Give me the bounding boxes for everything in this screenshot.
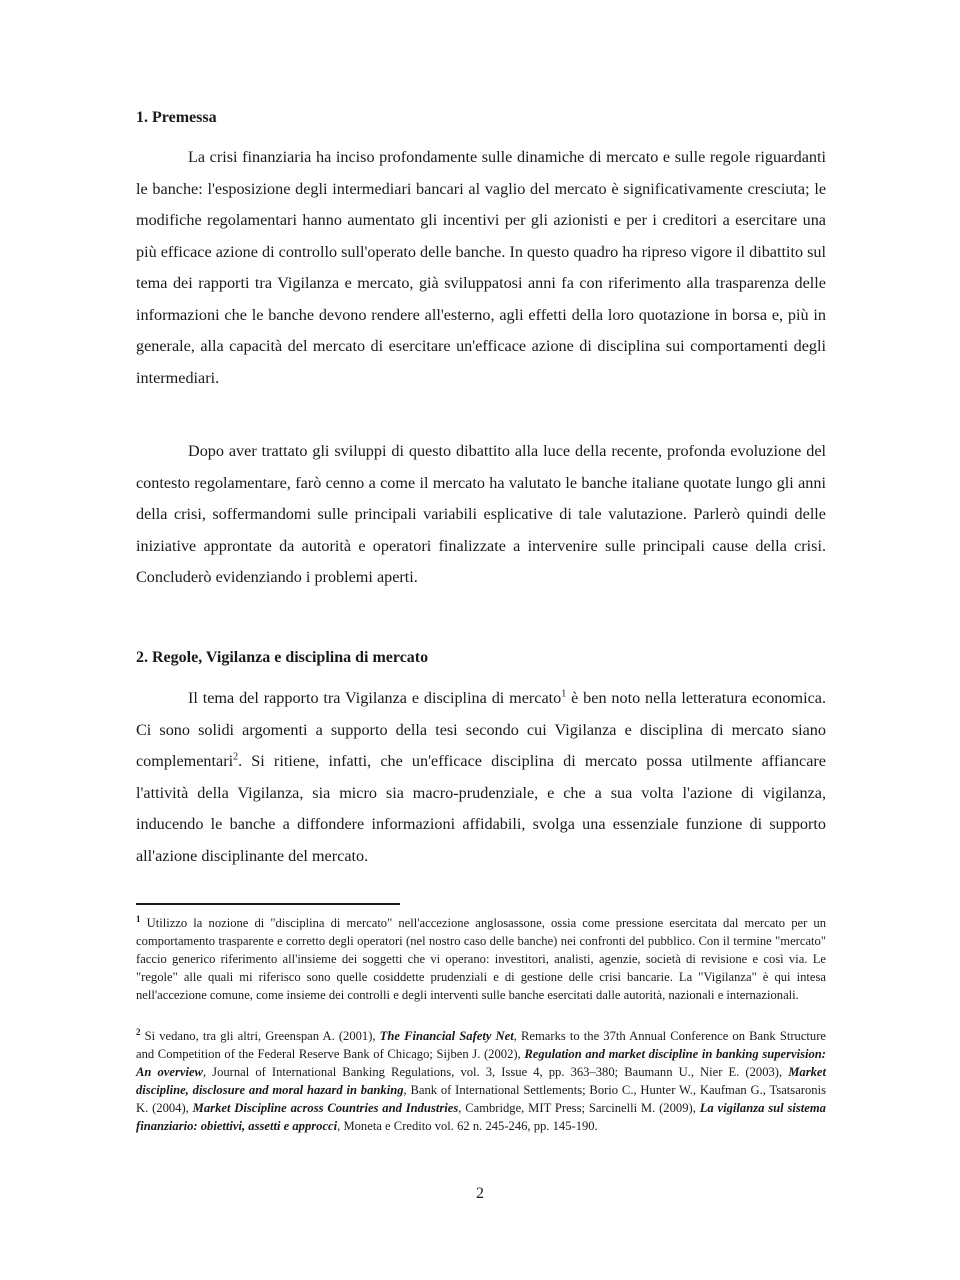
footnote-1 [136,914,826,1004]
footnote-2-text: , Bank of International Settlements; Borio C., Hunter W., Kaufman G., Tsatsaronis K. (2004), [136,1083,826,1115]
section-1-paragraph-1: La crisi finanziaria ha inciso profondamente sulle dinamiche di mercato e sulle regole riguardanti le banche: l'esposizione degli intermediari bancari al vaglio del mercato è significativamente cresciuta; le modifiche regolamentari hanno aumentato gli incentivi per gli azionisti e per i creditori a esercitare una più efficace azione di controllo sull'operato delle banche. In questo quadro ha ripreso vigore il dibattito sul tema dei rapporti tra Vigilanza e mercato, già sviluppatosi anni fa con riferimento alla trasparenza delle informazioni che le banche devono rendere all'esterno, agli effetti della loro quotazione in borsa e, più in generale, alla capacità del mercato di esercitare un'efficace azione di disciplina sui comportamenti degli intermediari. [136,148,826,387]
footnote-2-text: , Journal of International Banking Regulations, vol. 3, Issue 4, pp. 363–380; Baumann U., Nier E. (2003), [202,1065,789,1079]
reference-title: The Financial Safety Net [379,1029,514,1043]
footnote-ref-1[interactable]: 1 [561,688,567,700]
footnote-1-text: Utilizzo la nozione di "disciplina di mercato" nell'accezione anglosassone, ossia come pressione esercitata dal mercato per un comportamento trasparente e corretto degli operatori (nel nostro caso delle banche) nei confronti del pubblico. Con il termine "mercato" faccio generico riferimento all'insieme dei soggetti che vi operano: investitori, analisti, agenzie, società di revisione e così via. Le "regole" alle quali mi riferisco sono quelle cosiddette prudenziali e di gestione delle crisi bancarie. La "Vigilanza" è qui intesa nell'accezione comune, come insieme dei controlli e degli interventi sulle banche esercitati dalle autorità, nazionali e internazionali. [136,916,826,1002]
reference-title: Regulation and market discipline in banking supervision: An overview [136,1047,826,1079]
footnote-separator [136,903,400,905]
footnote-2 [136,1027,826,1135]
footnote-1-mark: 1 [136,913,141,924]
section-1-heading: 1. Premessa [136,109,217,126]
paragraph-text: è ben noto nella letteratura economica. Ci sono solidi argomenti a supporto della tesi secondo cui Vigilanza e disciplina di mercato siano complementari [136,689,826,770]
reference-title: Market discipline, disclosure and moral hazard in banking [136,1065,826,1097]
page-number: 2 [476,1185,484,1202]
reference-title: La vigilanza sul sistema finanziario: obiettivi, assetti e approcci [136,1101,826,1133]
footnote-2-text: Si vedano, tra gli altri, Greenspan A. (2001), [144,1029,380,1043]
footnote-2-text: , Remarks to the 37th Annual Conference on Bank Structure and Competition of the Federal Reserve Bank of Chicago; Sijben J. (2002), [136,1029,826,1061]
reference-title: Market Discipline across Countries and Industries [192,1101,459,1115]
footnote-2-text: , Moneta e Credito vol. 62 n. 245-246, pp. 145-190. [337,1119,598,1133]
paragraph-text: . Si ritiene, infatti, che un'efficace disciplina di mercato possa utilmente affiancare l'attività della Vigilanza, sia micro sia macro-prudenziale, e che a sua volta l'azione di vigilanza, inducendo le banche a diffondere informazioni affidabili, svolga una essenziale funzione di supporto all'azione disciplinante del mercato. [136,752,826,865]
section-2-heading: 2. Regole, Vigilanza e disciplina di mercato [136,649,429,666]
section-1-paragraph-2: Dopo aver trattato gli sviluppi di questo dibattito alla luce della recente, profonda evoluzione del contesto regolamentare, farò cenno a come il mercato ha valutato le banche italiane quotate lungo gli anni della crisi, soffermandomi sulle principali variabili esplicative di tale valutazione. Parlerò quindi delle iniziative approntate da autorità e operatori finalizzate a intervenire sulle principali cause della crisi. Concluderò evidenziando i problemi aperti. [136,442,826,586]
footnote-ref-2[interactable]: 2 [233,751,239,763]
footnote-2-mark: 2 [136,1026,141,1037]
paragraph-text: Il tema del rapporto tra Vigilanza e disciplina di mercato [188,689,562,707]
section-2-paragraph-1 [136,683,826,872]
footnote-2-text: , Cambridge, MIT Press; Sarcinelli M. (2009), [458,1101,700,1115]
